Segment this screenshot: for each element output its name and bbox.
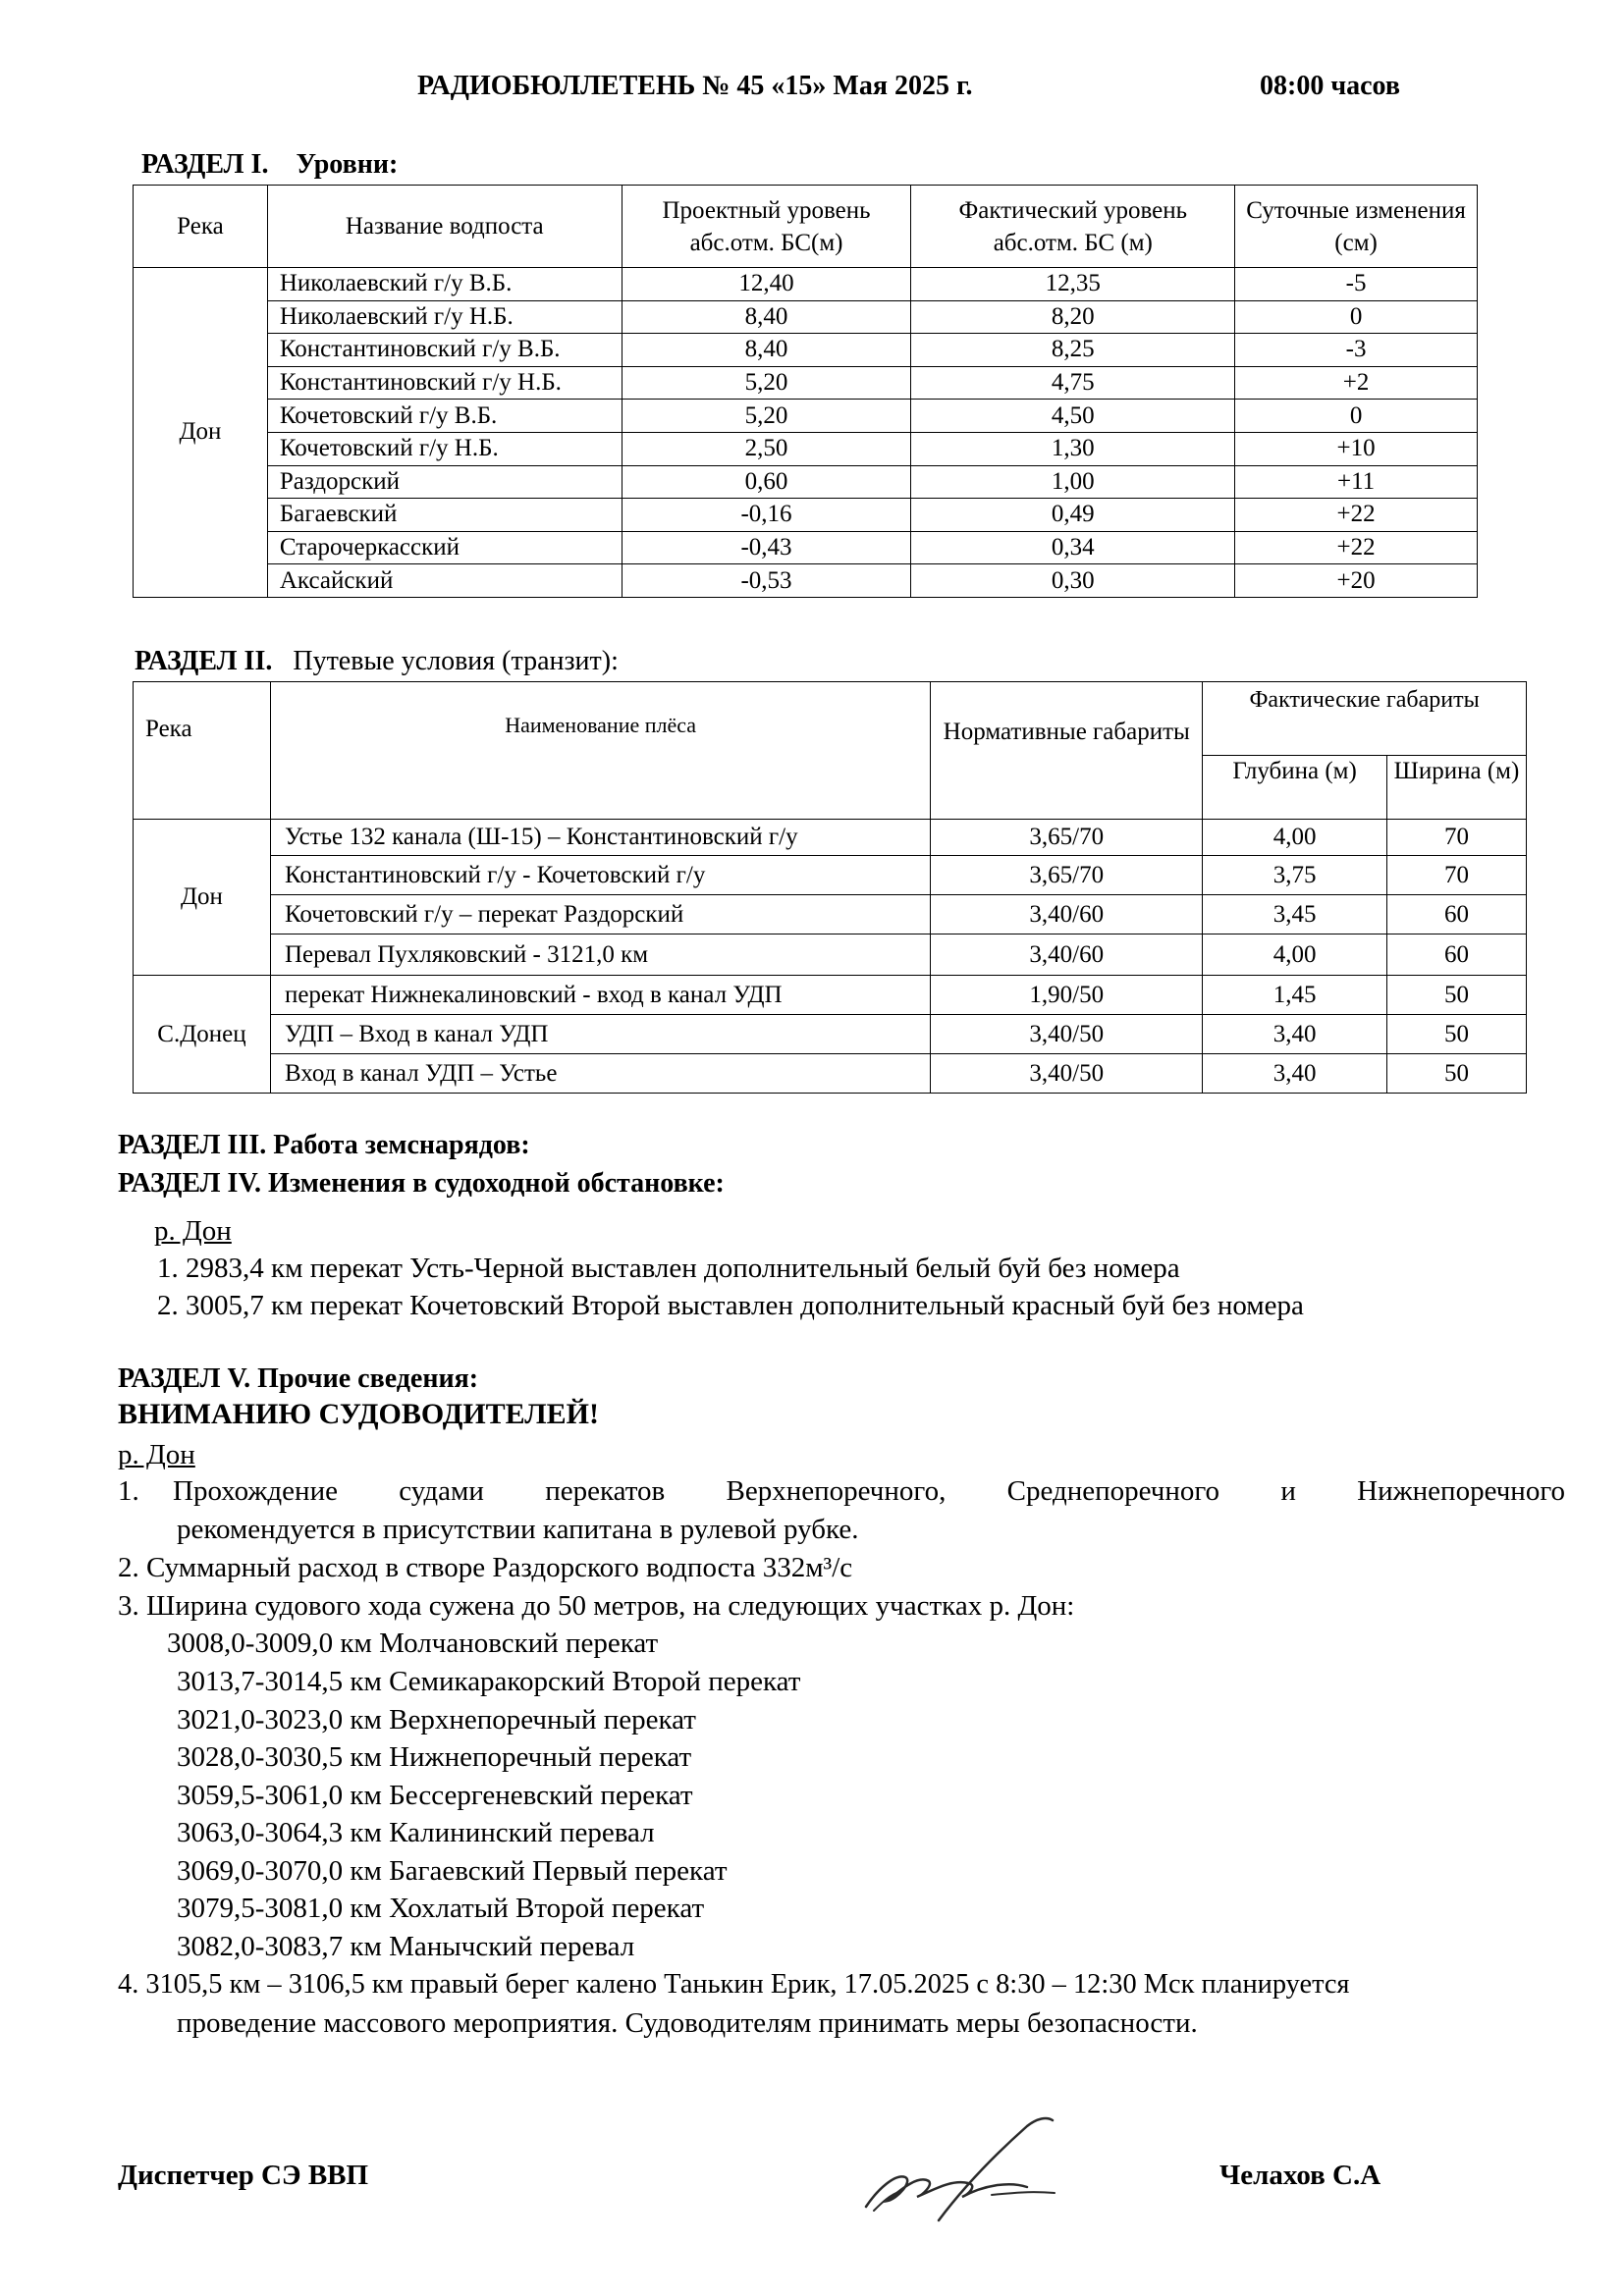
- actual-level-cell: 0,49: [911, 499, 1235, 532]
- table-row: [134, 564, 1478, 598]
- col-header-river: Река: [134, 682, 271, 820]
- actual-level-cell: 4,75: [911, 366, 1235, 400]
- item3: 3. Ширина судового хода сужена до 50 метров, на следующих участках р. Дон:: [118, 1590, 1075, 1622]
- station-cell: Багаевский: [267, 499, 622, 532]
- station-cell: Раздорский: [267, 465, 622, 499]
- item1-number: 1.: [118, 1475, 139, 1507]
- design-level-cell: 12,40: [622, 268, 911, 301]
- bulletin-time: 08:00 часов: [1260, 71, 1400, 101]
- change-cell: +20: [1235, 564, 1478, 598]
- normative-cell: 3,40/50: [931, 1015, 1203, 1054]
- section1-heading: [141, 149, 398, 181]
- depth-cell: 4,00: [1203, 820, 1387, 856]
- normative-cell: 3,65/70: [931, 820, 1203, 856]
- col-header-width: Ширина (м): [1387, 756, 1527, 820]
- design-level-cell: 5,20: [622, 366, 911, 400]
- design-level-cell: -0,16: [622, 499, 911, 532]
- station-cell: Кочетовский г/у В.Б.: [267, 400, 622, 433]
- normative-cell: 3,65/70: [931, 856, 1203, 895]
- segment-item: 3059,5-3061,0 км Бессергеневский перекат: [177, 1780, 693, 1811]
- table-row: [134, 1015, 1527, 1054]
- segment-item: 3079,5-3081,0 км Хохлатый Второй перекат: [177, 1893, 705, 1924]
- table-row: [134, 820, 1527, 856]
- change-cell: -5: [1235, 268, 1478, 301]
- change-cell: +22: [1235, 499, 1478, 532]
- depth-cell: 3,75: [1203, 856, 1387, 895]
- design-level-cell: 8,40: [622, 300, 911, 334]
- width-cell: 60: [1387, 895, 1527, 934]
- design-level-cell: 2,50: [622, 432, 911, 465]
- bulletin-header: [0, 71, 1624, 110]
- change-cell: +10: [1235, 432, 1478, 465]
- col-header-depth: Глубина (м): [1203, 756, 1387, 820]
- change-cell: +11: [1235, 465, 1478, 499]
- col-header-stretch: Наименование плёса: [270, 682, 930, 820]
- section4-heading: РАЗДЕЛ IV. Изменения в судоходной обстановке:: [118, 1168, 725, 1199]
- design-level-cell: -0,53: [622, 564, 911, 598]
- route-conditions-table: [133, 681, 1527, 1094]
- design-level-cell: -0,43: [622, 531, 911, 564]
- change-cell: +2: [1235, 366, 1478, 400]
- dispatcher-role: Диспетчер СЭ ВВП: [118, 2160, 369, 2191]
- table-row: [134, 432, 1478, 465]
- river-cell: С.Донец: [134, 976, 271, 1094]
- col-header-normative: Нормативные габариты: [931, 682, 1203, 820]
- normative-cell: 3,40/60: [931, 934, 1203, 976]
- depth-cell: 4,00: [1203, 934, 1387, 976]
- segment-item: 3013,7-3014,5 км Семикаракорский Второй перекат: [177, 1666, 801, 1697]
- dispatcher-name: Челахов С.А: [1219, 2160, 1381, 2191]
- change-cell: +22: [1235, 531, 1478, 564]
- normative-cell: 1,90/50: [931, 976, 1203, 1015]
- table-row: [134, 531, 1478, 564]
- actual-level-cell: 8,20: [911, 300, 1235, 334]
- design-level-cell: 5,20: [622, 400, 911, 433]
- station-cell: Константиновский г/у Н.Б.: [267, 366, 622, 400]
- list-item: 1. 2983,4 км перекат Усть-Черной выставлен дополнительный белый буй без номера: [157, 1253, 1180, 1284]
- table-row: [134, 334, 1478, 367]
- table-row: [134, 856, 1527, 895]
- section2-title: Путевые условия (транзит):: [293, 646, 619, 676]
- width-cell: 50: [1387, 976, 1527, 1015]
- section2-number: РАЗДЕЛ II.: [135, 646, 273, 676]
- table-row: [134, 895, 1527, 934]
- depth-cell: 3,40: [1203, 1054, 1387, 1094]
- table-row: [134, 934, 1527, 976]
- section1-number: РАЗДЕЛ I.: [141, 149, 269, 180]
- stretch-cell: Устье 132 канала (Ш-15) – Константиновский г/у: [270, 820, 930, 856]
- change-cell: -3: [1235, 334, 1478, 367]
- segment-item: 3069,0-3070,0 км Багаевский Первый перекат: [177, 1855, 728, 1887]
- stretch-cell: Перевал Пухляковский - 3121,0 км: [270, 934, 930, 976]
- actual-level-cell: 8,25: [911, 334, 1235, 367]
- signature-image: [844, 2101, 1100, 2238]
- stretch-cell: Кочетовский г/у – перекат Раздорский: [270, 895, 930, 934]
- section4-river: р. Дон: [154, 1215, 232, 1247]
- segment-item: 3021,0-3023,0 км Верхнепоречный перекат: [177, 1704, 696, 1735]
- actual-level-cell: 1,30: [911, 432, 1235, 465]
- stretch-cell: Вход в канал УДП – Устье: [270, 1054, 930, 1094]
- item4-line1: 4. 3105,5 км – 3106,5 км правый берег калено Танькин Ерик, 17.05.2025 с 8:30 – 12:30 Мск планируется: [118, 1969, 1350, 2000]
- col-header-station: Название водпоста: [267, 186, 622, 268]
- table-row: [134, 366, 1478, 400]
- segment-item: 3008,0-3009,0 км Молчановский перекат: [167, 1628, 659, 1659]
- item2: 2. Суммарный расход в створе Раздорского водпоста 332м³/с: [118, 1552, 853, 1583]
- depth-cell: 3,45: [1203, 895, 1387, 934]
- station-cell: Николаевский г/у В.Б.: [267, 268, 622, 301]
- levels-header-row: [134, 186, 1478, 268]
- table-row: [134, 976, 1527, 1015]
- route-header-row-1: [134, 682, 1527, 756]
- table-row: [134, 300, 1478, 334]
- width-cell: 60: [1387, 934, 1527, 976]
- actual-level-cell: 12,35: [911, 268, 1235, 301]
- section5-heading: РАЗДЕЛ V. Прочие сведения:: [118, 1363, 479, 1394]
- actual-level-cell: 0,34: [911, 531, 1235, 564]
- table-row: [134, 400, 1478, 433]
- depth-cell: 1,45: [1203, 976, 1387, 1015]
- col-header-actual: Фактические габариты: [1203, 682, 1527, 756]
- change-cell: 0: [1235, 400, 1478, 433]
- bulletin-title: РАДИОБЮЛЛЕТЕНЬ № 45 «15» Мая 2025 г.: [417, 71, 973, 101]
- normative-cell: 3,40/60: [931, 895, 1203, 934]
- table-row: [134, 499, 1478, 532]
- station-cell: Кочетовский г/у Н.Б.: [267, 432, 622, 465]
- col-header-design-level: Проектный уровень абс.отм. БС(м): [622, 186, 911, 268]
- change-cell: 0: [1235, 300, 1478, 334]
- segment-item: 3063,0-3064,3 км Калининский перевал: [177, 1817, 655, 1848]
- section5-river: р. Дон: [118, 1439, 195, 1470]
- section3-heading: РАЗДЕЛ III. Работа земснарядов:: [118, 1130, 530, 1160]
- segment-item: 3028,0-3030,5 км Нижнепоречный перекат: [177, 1741, 692, 1773]
- col-header-daily-change: Суточные изменения (см): [1235, 186, 1478, 268]
- station-cell: Константиновский г/у В.Б.: [267, 334, 622, 367]
- stretch-cell: Константиновский г/у - Кочетовский г/у: [270, 856, 930, 895]
- item4-line2: проведение массового мероприятия. Судоводителям принимать меры безопасности.: [177, 2007, 1198, 2039]
- table-row: [134, 465, 1478, 499]
- section2-heading: [135, 646, 619, 677]
- col-header-river: Река: [134, 186, 268, 268]
- section1-title: Уровни:: [296, 149, 399, 180]
- attention-heading: ВНИМАНИЮ СУДОВОДИТЕЛЕЙ!: [118, 1398, 599, 1430]
- station-cell: Старочеркасский: [267, 531, 622, 564]
- width-cell: 70: [1387, 856, 1527, 895]
- width-cell: 50: [1387, 1054, 1527, 1094]
- table-row: [134, 268, 1478, 301]
- stretch-cell: перекат Нижнекалиновский - вход в канал УДП: [270, 976, 930, 1015]
- segment-item: 3082,0-3083,7 км Манычский перевал: [177, 1931, 635, 1962]
- width-cell: 50: [1387, 1015, 1527, 1054]
- actual-level-cell: 4,50: [911, 400, 1235, 433]
- col-header-actual-level: Фактический уровень абс.отм. БС (м): [911, 186, 1235, 268]
- design-level-cell: 0,60: [622, 465, 911, 499]
- item1-line1: Прохождение судами перекатов Верхнепоречного, Среднепоречного и Нижнепоречного: [173, 1475, 1565, 1507]
- river-cell: Дон: [134, 820, 271, 976]
- station-cell: Николаевский г/у Н.Б.: [267, 300, 622, 334]
- design-level-cell: 8,40: [622, 334, 911, 367]
- normative-cell: 3,40/50: [931, 1054, 1203, 1094]
- item1-line2: рекомендуется в присутствии капитана в рулевой рубке.: [177, 1514, 859, 1545]
- list-item: 2. 3005,7 км перекат Кочетовский Второй выставлен дополнительный красный буй без номера: [157, 1290, 1304, 1321]
- stretch-cell: УДП – Вход в канал УДП: [270, 1015, 930, 1054]
- levels-table: [133, 185, 1478, 598]
- table-row: [134, 1054, 1527, 1094]
- station-cell: Аксайский: [267, 564, 622, 598]
- river-cell: Дон: [134, 268, 268, 598]
- width-cell: 70: [1387, 820, 1527, 856]
- depth-cell: 3,40: [1203, 1015, 1387, 1054]
- actual-level-cell: 0,30: [911, 564, 1235, 598]
- actual-level-cell: 1,00: [911, 465, 1235, 499]
